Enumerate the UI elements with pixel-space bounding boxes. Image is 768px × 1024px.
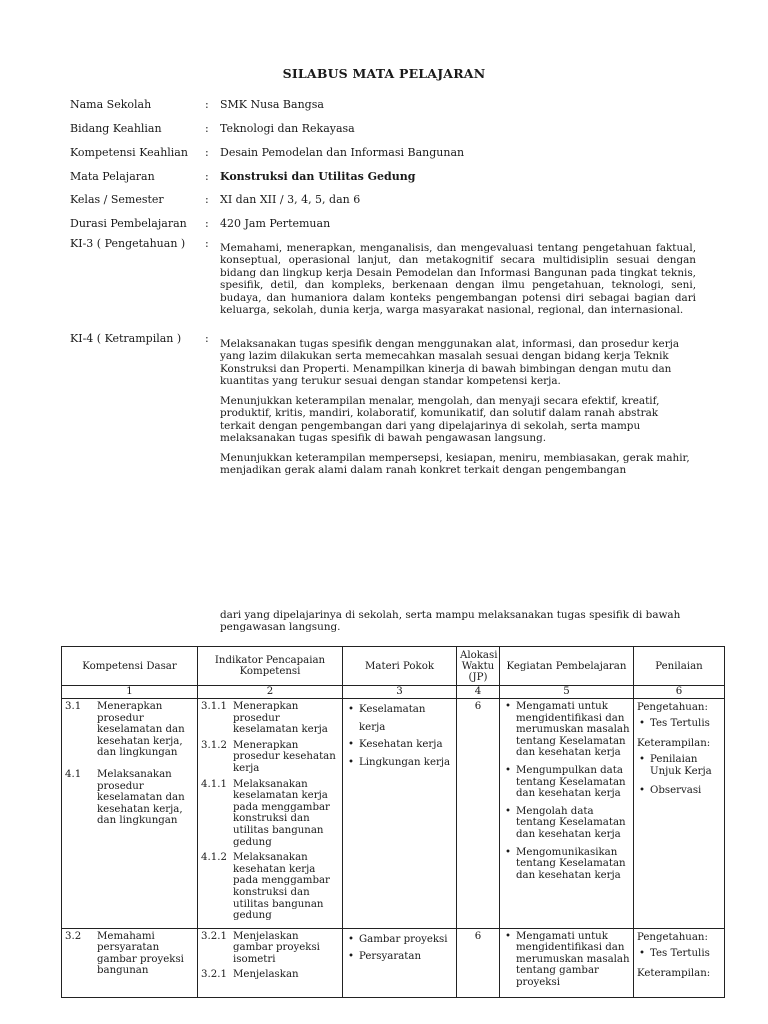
- indikator-cell: [198, 699, 343, 929]
- alokasi-waktu-cell: 6: [457, 699, 500, 929]
- info-colon: :: [205, 122, 209, 135]
- info-value: SMK Nusa Bangsa: [220, 98, 324, 111]
- indikator-text: Melaksanakan keselamatan kerja pada menggambar konstruksi dan utilitas bangunan gedung: [233, 778, 330, 848]
- ki4-continuation: dari yang dipelajarinya di sekolah, serta mampu melaksanakan tugas spesifik di bawah pengawasan langsung.: [220, 609, 681, 634]
- kegiatan-item: • Mengumpulkan data tentang Keselamatan dan kesehatan kerja: [503, 765, 630, 800]
- ki3-text: Memahami, menerapkan, menganalisis, dan mengevaluasi tentang pengetahuan faktual, konseptual, operasional lanjut, dan metakognitif secara multidisiplin sesuai dengan bidang dan lingkup kerja Desain Pemodelan dan Informasi Bangunan pada tingkat teknis, spesifik, detil, dan kompleks, berkenaan dengan ilmu pengetahuan, teknologi, seni, budaya, dan humaniora dalam konteks pengembangan potensi diri sebagai bagian dari keluarga, sekolah, dunia kerja, warga masyarakat nasional, regional, dan internasional.: [220, 242, 696, 317]
- header-kegiatan: Kegiatan Pembelajaran: [500, 647, 634, 686]
- materi-item: • Gambar proyeksi: [346, 931, 453, 949]
- materi-item: • Keselamatan kerja: [346, 701, 453, 736]
- ki4-colon: :: [205, 332, 209, 345]
- header-indikator: Indikator Pencapaian Kompetensi: [198, 647, 343, 686]
- column-number: 4: [457, 686, 500, 699]
- info-label: Durasi Pembelajaran: [70, 217, 187, 230]
- info-row-nama-sekolah: [70, 97, 700, 113]
- header-penilaian: Penilaian: [634, 647, 725, 686]
- kd-item: [65, 701, 194, 759]
- kd-number: 3.1: [65, 701, 82, 712]
- materi-item: • Kesehatan kerja: [346, 736, 453, 754]
- kd-number: 4.1: [65, 768, 82, 780]
- table-number-row: [62, 686, 725, 699]
- ki4-label: KI-4 ( Ketrampilan ): [70, 332, 182, 345]
- info-value: Teknologi dan Rekayasa: [220, 122, 355, 135]
- indikator-number: 3.2.1: [201, 930, 227, 942]
- column-number: 1: [62, 686, 198, 699]
- indikator-text: Menjelaskan: [233, 969, 299, 981]
- indikator-number: 3.1.2: [201, 739, 227, 751]
- penilaian-item: • Penilaian Unjuk Kerja: [637, 754, 721, 778]
- indikator-item: [201, 931, 339, 966]
- indikator-cell: [198, 928, 343, 997]
- kegiatan-cell: [500, 928, 634, 997]
- info-row-mata-pelajaran: [70, 169, 700, 185]
- indikator-number: 3.2.1: [201, 969, 227, 981]
- kegiatan-item: • Mengolah data tentang Keselamatan dan kesehatan kerja: [503, 806, 630, 841]
- info-value: 420 Jam Pertemuan: [220, 217, 331, 230]
- penilaian-item: • Tes Tertulis: [637, 948, 721, 960]
- table-row: [62, 699, 725, 929]
- indikator-number: 4.1.1: [201, 778, 227, 790]
- indikator-text: Melaksanakan kesehatan kerja pada menggambar konstruksi dan utilitas bangunan gedung: [233, 852, 330, 922]
- info-value: XI dan XII / 3, 4, 5, dan 6: [220, 193, 361, 206]
- info-label: Mata Pelajaran: [70, 170, 155, 183]
- info-colon: :: [205, 193, 209, 206]
- info-colon: :: [205, 98, 209, 111]
- kegiatan-cell: [500, 699, 634, 929]
- kegiatan-item: • Mengomunikasikan tentang Keselamatan dan kesehatan kerja: [503, 847, 630, 882]
- kd-number: 3.2: [65, 930, 82, 942]
- ki3-label: KI-3 ( Pengetahuan ): [70, 237, 186, 250]
- info-value: Konstruksi dan Utilitas Gedung: [220, 170, 416, 183]
- kd-text: Melaksanakan prosedur keselamatan dan kesehatan kerja, dan lingkungan: [97, 768, 185, 827]
- ki3-colon: :: [205, 237, 209, 250]
- indikator-text: Menerapkan prosedur keselamatan kerja: [233, 701, 328, 736]
- column-number: 6: [634, 686, 725, 699]
- page-title: SILABUS MATA PELAJARAN: [282, 66, 486, 81]
- alokasi-waktu-cell: 6: [457, 928, 500, 997]
- info-row-kelas-semester: [70, 192, 700, 208]
- column-number: 5: [500, 686, 634, 699]
- kompetensi-dasar-cell: [62, 928, 198, 997]
- table-row: [62, 928, 725, 997]
- materi-item: • Lingkungan kerja: [346, 754, 453, 772]
- kd-item: [65, 931, 194, 977]
- header-alokasi-waktu: Alokasi Waktu (JP): [457, 647, 500, 686]
- penilaian-heading: Keterampilan:: [637, 967, 711, 979]
- penilaian-item: • Observasi: [637, 785, 721, 797]
- kd-item: [65, 769, 194, 827]
- indikator-text: Menerapkan prosedur kesehatan kerja: [233, 739, 336, 774]
- info-label: Bidang Keahlian: [70, 122, 162, 135]
- header-kompetensi-dasar: Kompetensi Dasar: [62, 647, 198, 686]
- info-label: Nama Sekolah: [70, 98, 152, 111]
- info-row-bidang-keahlian: [70, 121, 700, 137]
- ki4-paragraph-1: Melaksanakan tugas spesifik dengan menggunakan alat, informasi, dan prosedur kerja yang lazim dilakukan serta memecahkan masalah sesuai dengan bidang kerja Teknik Konstruksi dan Properti. Menampilkan kinerja di bawah bimbingan dengan mutu dan kuantitas yang terukur sesuai dengan standar kompetensi kerja.: [220, 338, 680, 388]
- column-number: 2: [198, 686, 343, 699]
- header-materi-pokok: Materi Pokok: [343, 647, 457, 686]
- indikator-text: Menjelaskan gambar proyeksi isometri: [233, 930, 320, 965]
- materi-pokok-cell: [343, 928, 457, 997]
- kegiatan-item: • Mengamati untuk mengidentifikasi dan merumuskan masalah tentang Keselamatan dan kesehatan kerja: [503, 701, 630, 759]
- penilaian-heading: Pengetahuan:: [637, 702, 708, 713]
- materi-item: • Persyaratan: [346, 948, 453, 966]
- syllabus-table: [61, 646, 725, 998]
- info-label: Kompetensi Keahlian: [70, 146, 188, 159]
- penilaian-heading: Keterampilan:: [637, 738, 711, 749]
- info-row-kompetensi-keahlian: [70, 145, 700, 161]
- penilaian-cell: [634, 928, 725, 997]
- ki4-paragraph-2: Menunjukkan keterampilan menalar, mengolah, dan menyaji secara efektif, kreatif, produktif, kritis, mandiri, kolaboratif, komunikatif, dan solutif dalam ranah abstrak terkait dengan pengembangan dari yang dipelajarinya di sekolah, serta mampu melaksanakan tugas spesifik di bawah pengawasan langsung.: [220, 395, 660, 445]
- column-number: 3: [343, 686, 457, 699]
- info-row-durasi: [70, 216, 700, 232]
- indikator-item: [201, 969, 339, 981]
- info-colon: :: [205, 170, 209, 183]
- indikator-item: [201, 701, 339, 736]
- penilaian-heading: Pengetahuan:: [637, 931, 708, 943]
- ki4-paragraph-3: Menunjukkan keterampilan mempersepsi, kesiapan, meniru, membiasakan, gerak mahir, menjadikan gerak alami dalam ranah konkret terkait dengan pengembangan: [220, 452, 690, 477]
- indikator-number: 4.1.2: [201, 852, 227, 864]
- kegiatan-item: • Mengamati untuk mengidentifikasi dan merumuskan masalah tentang gambar proyeksi: [503, 931, 630, 989]
- info-colon: :: [205, 146, 209, 159]
- table-header-row: [62, 647, 725, 686]
- kompetensi-dasar-cell: [62, 699, 198, 929]
- indikator-item: [201, 852, 339, 922]
- info-value: Desain Pemodelan dan Informasi Bangunan: [220, 146, 465, 159]
- info-label: Kelas / Semester: [70, 193, 164, 206]
- kd-text: Menerapkan prosedur keselamatan dan kesehatan kerja, dan lingkungan: [97, 701, 185, 759]
- indikator-item: [201, 779, 339, 849]
- materi-pokok-cell: [343, 699, 457, 929]
- penilaian-cell: [634, 699, 725, 929]
- info-colon: :: [205, 217, 209, 230]
- indikator-item: [201, 740, 339, 775]
- kd-text: Memahami persyaratan gambar proyeksi bangunan: [97, 930, 184, 977]
- penilaian-item: • Tes Tertulis: [637, 718, 721, 730]
- indikator-number: 3.1.1: [201, 701, 227, 712]
